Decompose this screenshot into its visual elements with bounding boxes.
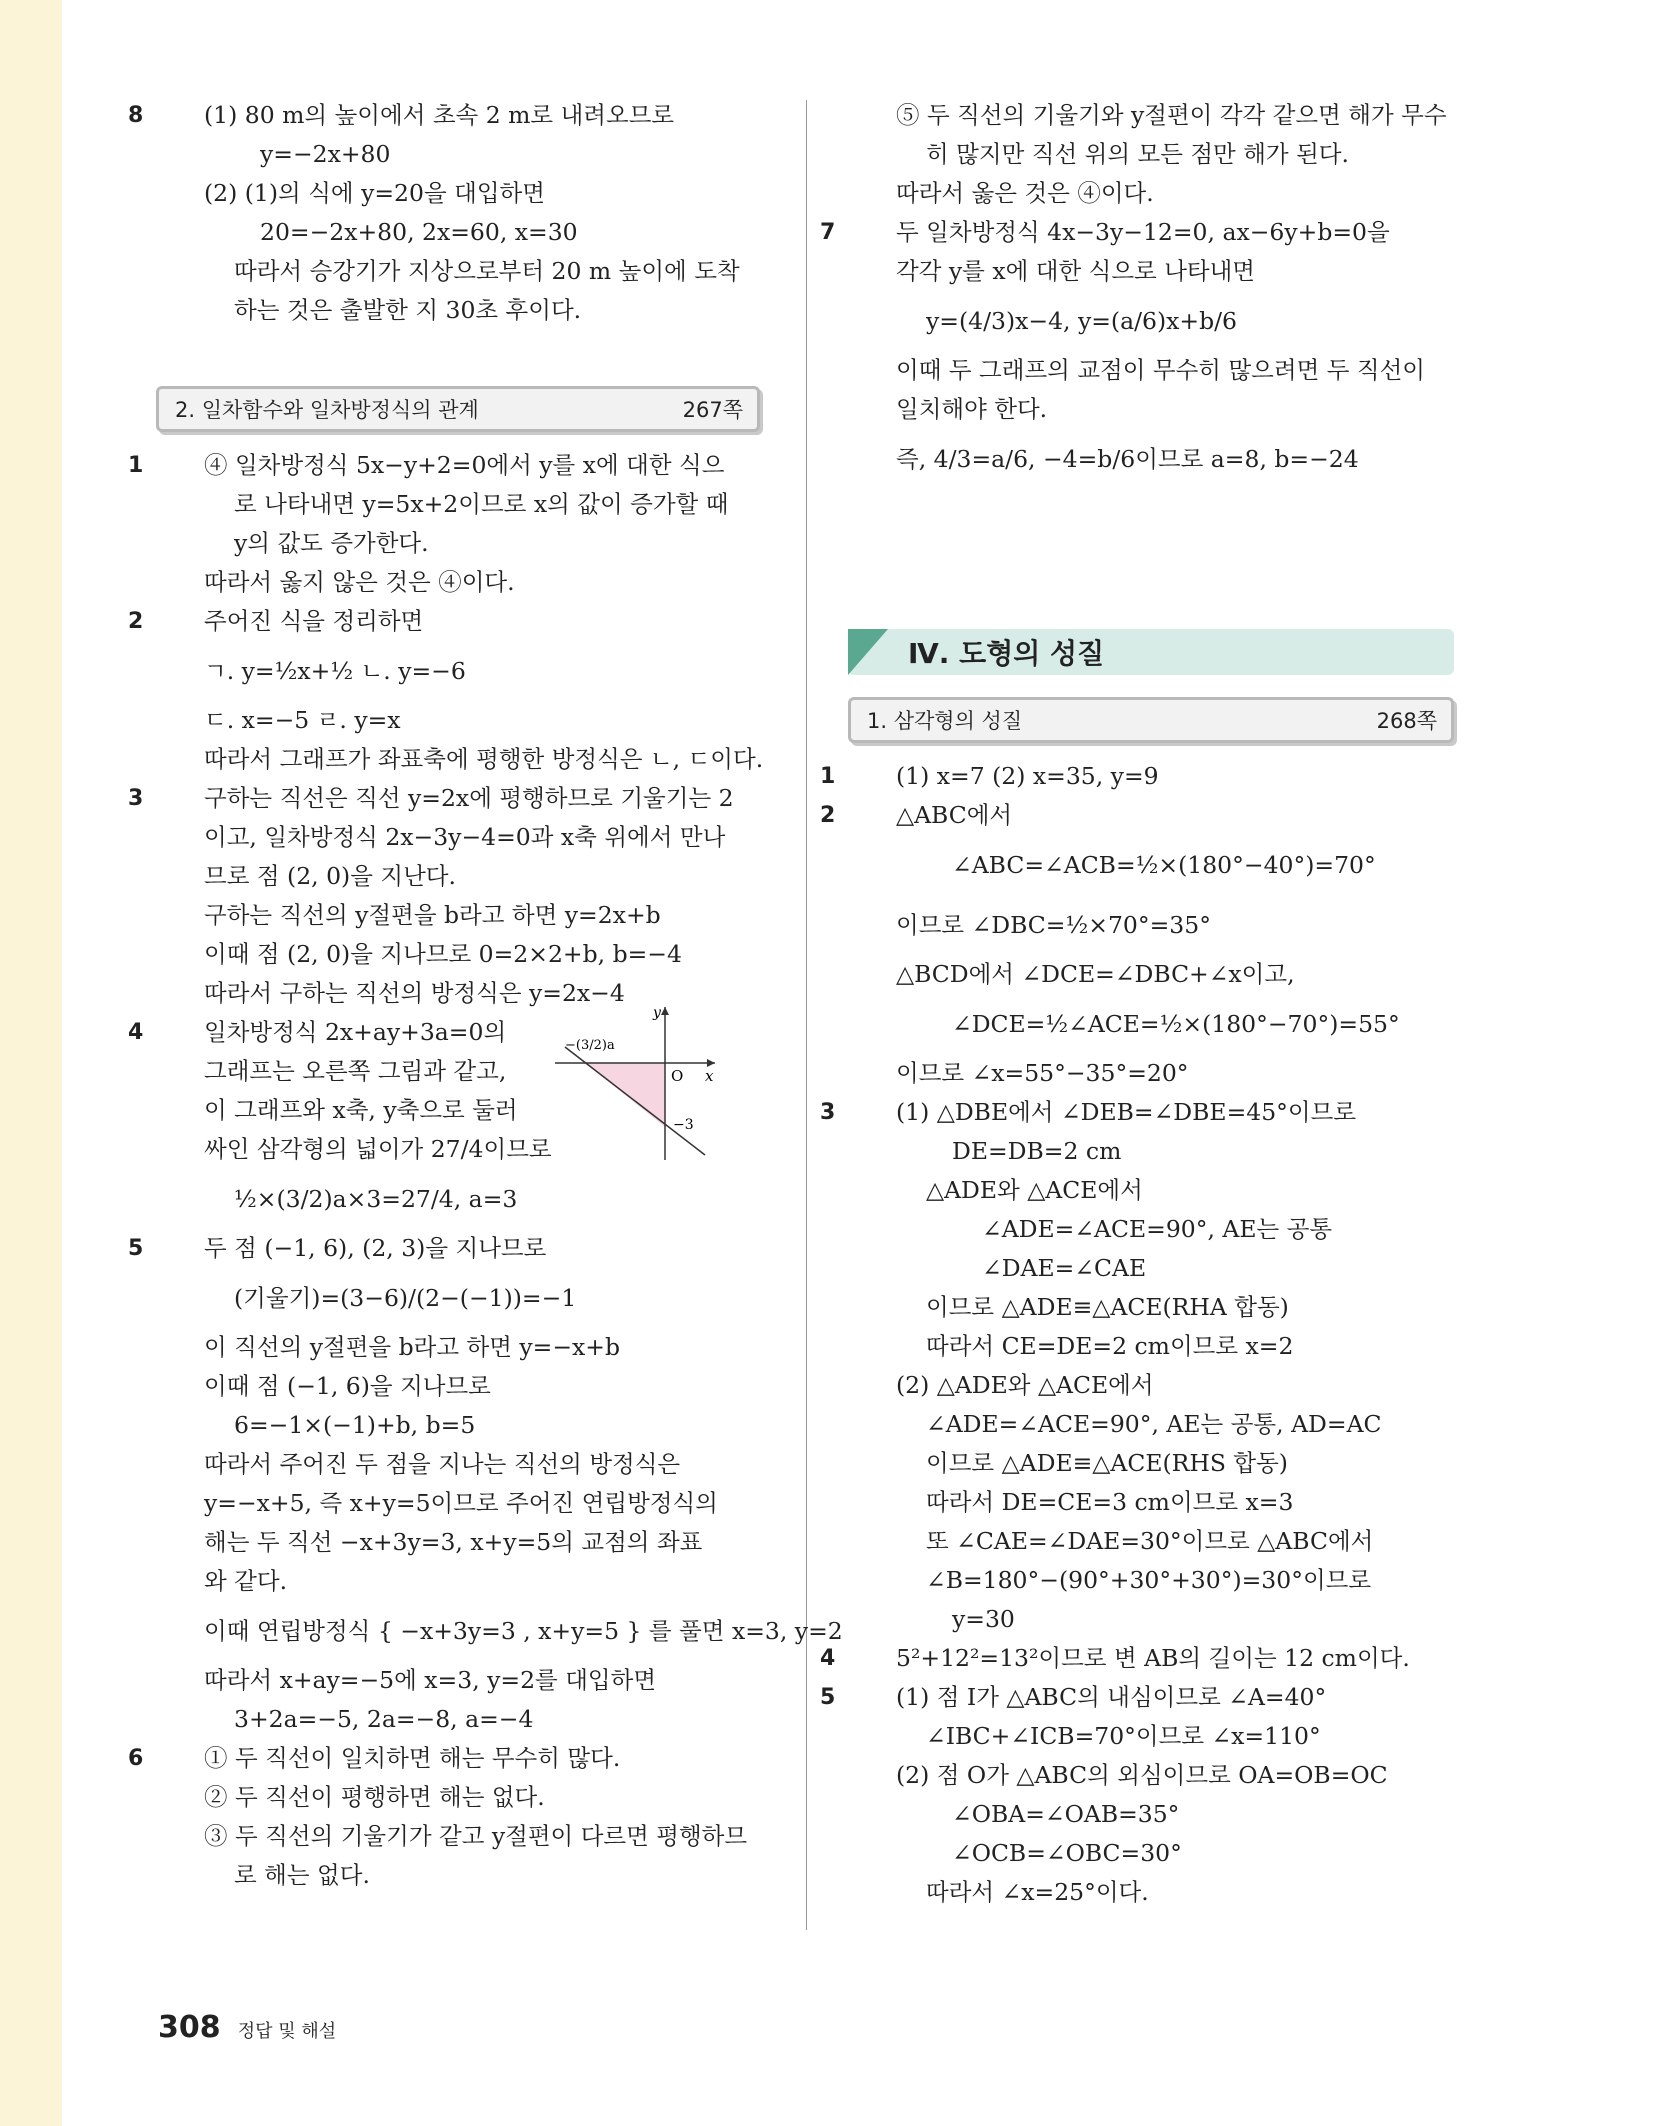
text-line: ∠DCE=½∠ACE=½×(180°−70°)=55° bbox=[952, 1010, 1400, 1038]
text-line: 6=−1×(−1)+b, b=5 bbox=[234, 1411, 476, 1439]
text-line: 따라서 구하는 직선의 방정식은 y=2x−4 bbox=[204, 979, 625, 1007]
text-line: 따라서 그래프가 좌표축에 평행한 방정식은 ㄴ, ㄷ이다. bbox=[204, 745, 764, 773]
page-footer bbox=[158, 2010, 336, 2045]
text-line: ∠OCB=∠OBC=30° bbox=[952, 1839, 1182, 1867]
text-line: 이때 점 (−1, 6)을 지나므로 bbox=[204, 1372, 491, 1400]
y-axis-arrow bbox=[661, 1007, 669, 1015]
chapter-accent bbox=[848, 629, 888, 675]
text-line: (1) 80 m의 높이에서 초속 2 m로 내려오므로 bbox=[204, 101, 675, 129]
text-line: 또 ∠CAE=∠DAE=30°이므로 △ABC에서 bbox=[926, 1527, 1374, 1555]
text-line: ∠DAE=∠CAE bbox=[982, 1254, 1147, 1282]
problem-4: 4 일차방정식 2x+ay+3a=0의 y x O −3 −(3/2)a bbox=[150, 1013, 760, 1052]
text-line: 일치해야 한다. bbox=[896, 395, 1048, 423]
text-line: ∠ABC=∠ACB=½×(180°−40°)=70° bbox=[952, 851, 1376, 879]
text-line: 각각 y를 x에 대한 식으로 나타내면 bbox=[896, 257, 1255, 285]
text-line: 이때 두 그래프의 교점이 무수히 많으려면 두 직선이 bbox=[896, 356, 1426, 384]
text-line: (1) △DBE에서 ∠DEB=∠DBE=45°이므로 bbox=[896, 1098, 1357, 1126]
y-intercept-label: −3 bbox=[673, 1117, 694, 1133]
section-header bbox=[156, 386, 760, 432]
text-line: 따라서 승강기가 지상으로부터 20 m 높이에 도착 bbox=[234, 257, 740, 285]
text-line: 따라서 CE=DE=2 cm이므로 x=2 bbox=[926, 1332, 1294, 1360]
problem-5: 5 (1) 점 I가 △ABC의 내심이므로 ∠A=40° bbox=[820, 1683, 1327, 1711]
problem-5: 5 두 점 (−1, 6), (2, 3)을 지나므로 bbox=[128, 1234, 547, 1262]
text-line: (2) (1)의 식에 y=20을 대입하면 bbox=[204, 179, 545, 207]
problem-4: 4 5²+12²=13²이므로 변 AB의 길이는 12 cm이다. bbox=[820, 1644, 1410, 1672]
chapter-title: Ⅳ. 도형의 성질 bbox=[908, 637, 1105, 670]
problem-1: 1 ④ 일차방정식 5x−y+2=0에서 y를 x에 대한 식으 bbox=[128, 451, 725, 479]
text-line: ∠B=180°−(90°+30°+30°)=30°이므로 bbox=[926, 1566, 1372, 1594]
text-line: ② 두 직선이 평행하면 해는 없다. bbox=[204, 1783, 545, 1811]
problem-7: 7 두 일차방정식 4x−3y−12=0, ax−6y+b=0을 bbox=[820, 218, 1390, 246]
y-axis-label: y bbox=[653, 1005, 661, 1021]
text-line: ④ 일차방정식 5x−y+2=0에서 y를 x에 대한 식으 bbox=[204, 451, 725, 479]
text-line: y=30 bbox=[952, 1605, 1015, 1633]
text-line: 두 점 (−1, 6), (2, 3)을 지나므로 bbox=[204, 1234, 547, 1262]
text-line: 5²+12²=13²이므로 변 AB의 길이는 12 cm이다. bbox=[896, 1644, 1410, 1672]
footer-label: 정답 및 해설 bbox=[237, 2021, 337, 2042]
text-line: △BCD에서 ∠DCE=∠DBC+∠x이고, bbox=[896, 960, 1295, 988]
text-line: 하는 것은 출발한 지 30초 후이다. bbox=[234, 296, 582, 324]
text-line: 싸인 삼각형의 넓이가 27/4이므로 bbox=[204, 1135, 552, 1163]
text-line: (1) x=7 (2) x=35, y=9 bbox=[896, 762, 1159, 790]
text-line: 3+2a=−5, 2a=−8, a=−4 bbox=[234, 1705, 534, 1733]
text-line: y=(4/3)x−4, y=(a/6)x+b/6 bbox=[926, 307, 1237, 335]
text-line: ∠OBA=∠OAB=35° bbox=[952, 1800, 1180, 1828]
text-line: 구하는 직선은 직선 y=2x에 평행하므로 기울기는 2 bbox=[204, 784, 734, 812]
problem-3: 3 (1) △DBE에서 ∠DEB=∠DBE=45°이므로 bbox=[820, 1098, 1357, 1126]
text-line: ③ 두 직선의 기울기가 같고 y절편이 다르면 평행하므 bbox=[204, 1822, 748, 1850]
text-line: 따라서 주어진 두 점을 지나는 직선의 방정식은 bbox=[204, 1450, 681, 1478]
text-line: ∠ADE=∠ACE=90°, AE는 공통 bbox=[982, 1215, 1333, 1243]
text-line: 따라서 옳지 않은 것은 ④이다. bbox=[204, 568, 515, 596]
text-line: △ADE와 △ACE에서 bbox=[926, 1176, 1143, 1204]
text-line: 주어진 식을 정리하면 bbox=[204, 607, 424, 635]
text-line: 이때 점 (2, 0)을 지나므로 0=2×2+b, b=−4 bbox=[204, 940, 682, 968]
x-intercept-label: −(3/2)a bbox=[565, 1038, 615, 1053]
text-line: ∠ADE=∠ACE=90°, AE는 공통, AD=AC bbox=[926, 1410, 1382, 1438]
text-line: 로 해는 없다. bbox=[234, 1861, 370, 1889]
left-column bbox=[128, 96, 843, 1895]
text-line: (기울기)=(3−6)/(2−(−1))=−1 bbox=[234, 1284, 577, 1312]
text-line: 이 직선의 y절편을 b라고 하면 y=−x+b bbox=[204, 1333, 621, 1361]
page-margin-strip bbox=[0, 0, 62, 2126]
text-line: 즉, 4/3=a/6, −4=b/6이므로 a=8, b=−24 bbox=[896, 445, 1359, 473]
text-line: 해는 두 직선 −x+3y=3, x+y=5의 교점의 좌표 bbox=[204, 1528, 703, 1556]
chapter-header bbox=[848, 629, 1454, 675]
section-page: 268쪽 bbox=[1376, 709, 1437, 733]
problem-2: 2 △ABC에서 bbox=[820, 801, 1013, 829]
problem-3: 3 구하는 직선은 직선 y=2x에 평행하므로 기울기는 2 bbox=[128, 784, 734, 812]
text-line: 이므로 △ADE≡△ACE(RHS 합동) bbox=[926, 1449, 1288, 1477]
text-line: ⑤ 두 직선의 기울기와 y절편이 각각 같으면 해가 무수 bbox=[896, 101, 1447, 129]
text-line: (1) 점 I가 △ABC의 내심이므로 ∠A=40° bbox=[896, 1683, 1327, 1711]
problem-6: 6 ① 두 직선이 일치하면 해는 무수히 많다. bbox=[128, 1744, 621, 1772]
text-line: y=−x+5, 즉 x+y=5이므로 주어진 연립방정식의 bbox=[204, 1489, 718, 1517]
text-line: y의 값도 증가한다. bbox=[234, 529, 429, 557]
text-line: 구하는 직선의 y절편을 b라고 하면 y=2x+b bbox=[204, 901, 661, 929]
text-line: y=−2x+80 bbox=[260, 140, 391, 168]
text-line: 이 그래프와 x축, y축으로 둘러 bbox=[204, 1096, 518, 1124]
problem-8: 8 (1) 80 m의 높이에서 초속 2 m로 내려오므로 bbox=[128, 101, 675, 129]
text-line: ㄷ. x=−5 ㄹ. y=x bbox=[204, 706, 401, 734]
text-line: 이므로 ∠x=55°−35°=20° bbox=[896, 1059, 1189, 1087]
text-line: 따라서 ∠x=25°이다. bbox=[926, 1878, 1149, 1906]
text-line: 일차방정식 2x+ay+3a=0의 bbox=[204, 1018, 507, 1046]
text-line: 이므로 △ADE≡△ACE(RHA 합동) bbox=[926, 1293, 1289, 1321]
section-header bbox=[848, 697, 1454, 743]
text-line: (2) 점 O가 △ABC의 외심이므로 OA=OB=OC bbox=[896, 1761, 1388, 1789]
text-line: △ABC에서 bbox=[896, 801, 1013, 829]
text-line: ∠IBC+∠ICB=70°이므로 ∠x=110° bbox=[926, 1722, 1321, 1750]
text-line: 로 나타내면 y=5x+2이므로 x의 값이 증가할 때 bbox=[234, 490, 729, 518]
text-line: 두 일차방정식 4x−3y−12=0, ax−6y+b=0을 bbox=[896, 218, 1390, 246]
text-line: 따라서 x+ay=−5에 x=3, y=2를 대입하면 bbox=[204, 1666, 657, 1694]
text-line: 와 같다. bbox=[204, 1567, 288, 1595]
text-line: 20=−2x+80, 2x=60, x=30 bbox=[260, 218, 578, 246]
section-title: 1. 삼각형의 성질 bbox=[867, 709, 1023, 733]
text-line: 이므로 ∠DBC=½×70°=35° bbox=[896, 911, 1211, 939]
text-line: 그래프는 오른쪽 그림과 같고, bbox=[204, 1057, 507, 1085]
origin-label: O bbox=[671, 1067, 684, 1085]
right-column bbox=[820, 96, 1454, 1912]
problem-1: 1 (1) x=7 (2) x=35, y=9 bbox=[820, 762, 1159, 790]
text-line: ㄱ. y=½x+½ ㄴ. y=−6 bbox=[204, 657, 466, 685]
text-line: ① 두 직선이 일치하면 해는 무수히 많다. bbox=[204, 1744, 621, 1772]
text-line: DE=DB=2 cm bbox=[952, 1137, 1122, 1165]
text-line: 므로 점 (2, 0)을 지난다. bbox=[204, 862, 456, 890]
text-line: 이때 연립방정식 { −x+3y=3 , x+y=5 } 를 풀면 x=3, y=2 bbox=[204, 1617, 843, 1645]
page-number: 308 bbox=[158, 2010, 221, 2045]
problem-2: 2 주어진 식을 정리하면 bbox=[128, 607, 424, 635]
section-title: 2. 일차함수와 일차방정식의 관계 bbox=[175, 398, 479, 422]
text-line: 히 많지만 직선 위의 모든 점만 해가 된다. bbox=[926, 140, 1349, 168]
text-line: ½×(3/2)a×3=27/4, a=3 bbox=[234, 1185, 518, 1213]
text-line: (2) △ADE와 △ACE에서 bbox=[896, 1371, 1154, 1399]
section-page: 267쪽 bbox=[682, 398, 743, 422]
x-axis-label: x bbox=[705, 1067, 714, 1085]
text-line: 이고, 일차방정식 2x−3y−4=0과 x축 위에서 만나 bbox=[204, 823, 726, 851]
text-line: 따라서 옳은 것은 ④이다. bbox=[896, 179, 1154, 207]
text-line: 따라서 DE=CE=3 cm이므로 x=3 bbox=[926, 1488, 1294, 1516]
